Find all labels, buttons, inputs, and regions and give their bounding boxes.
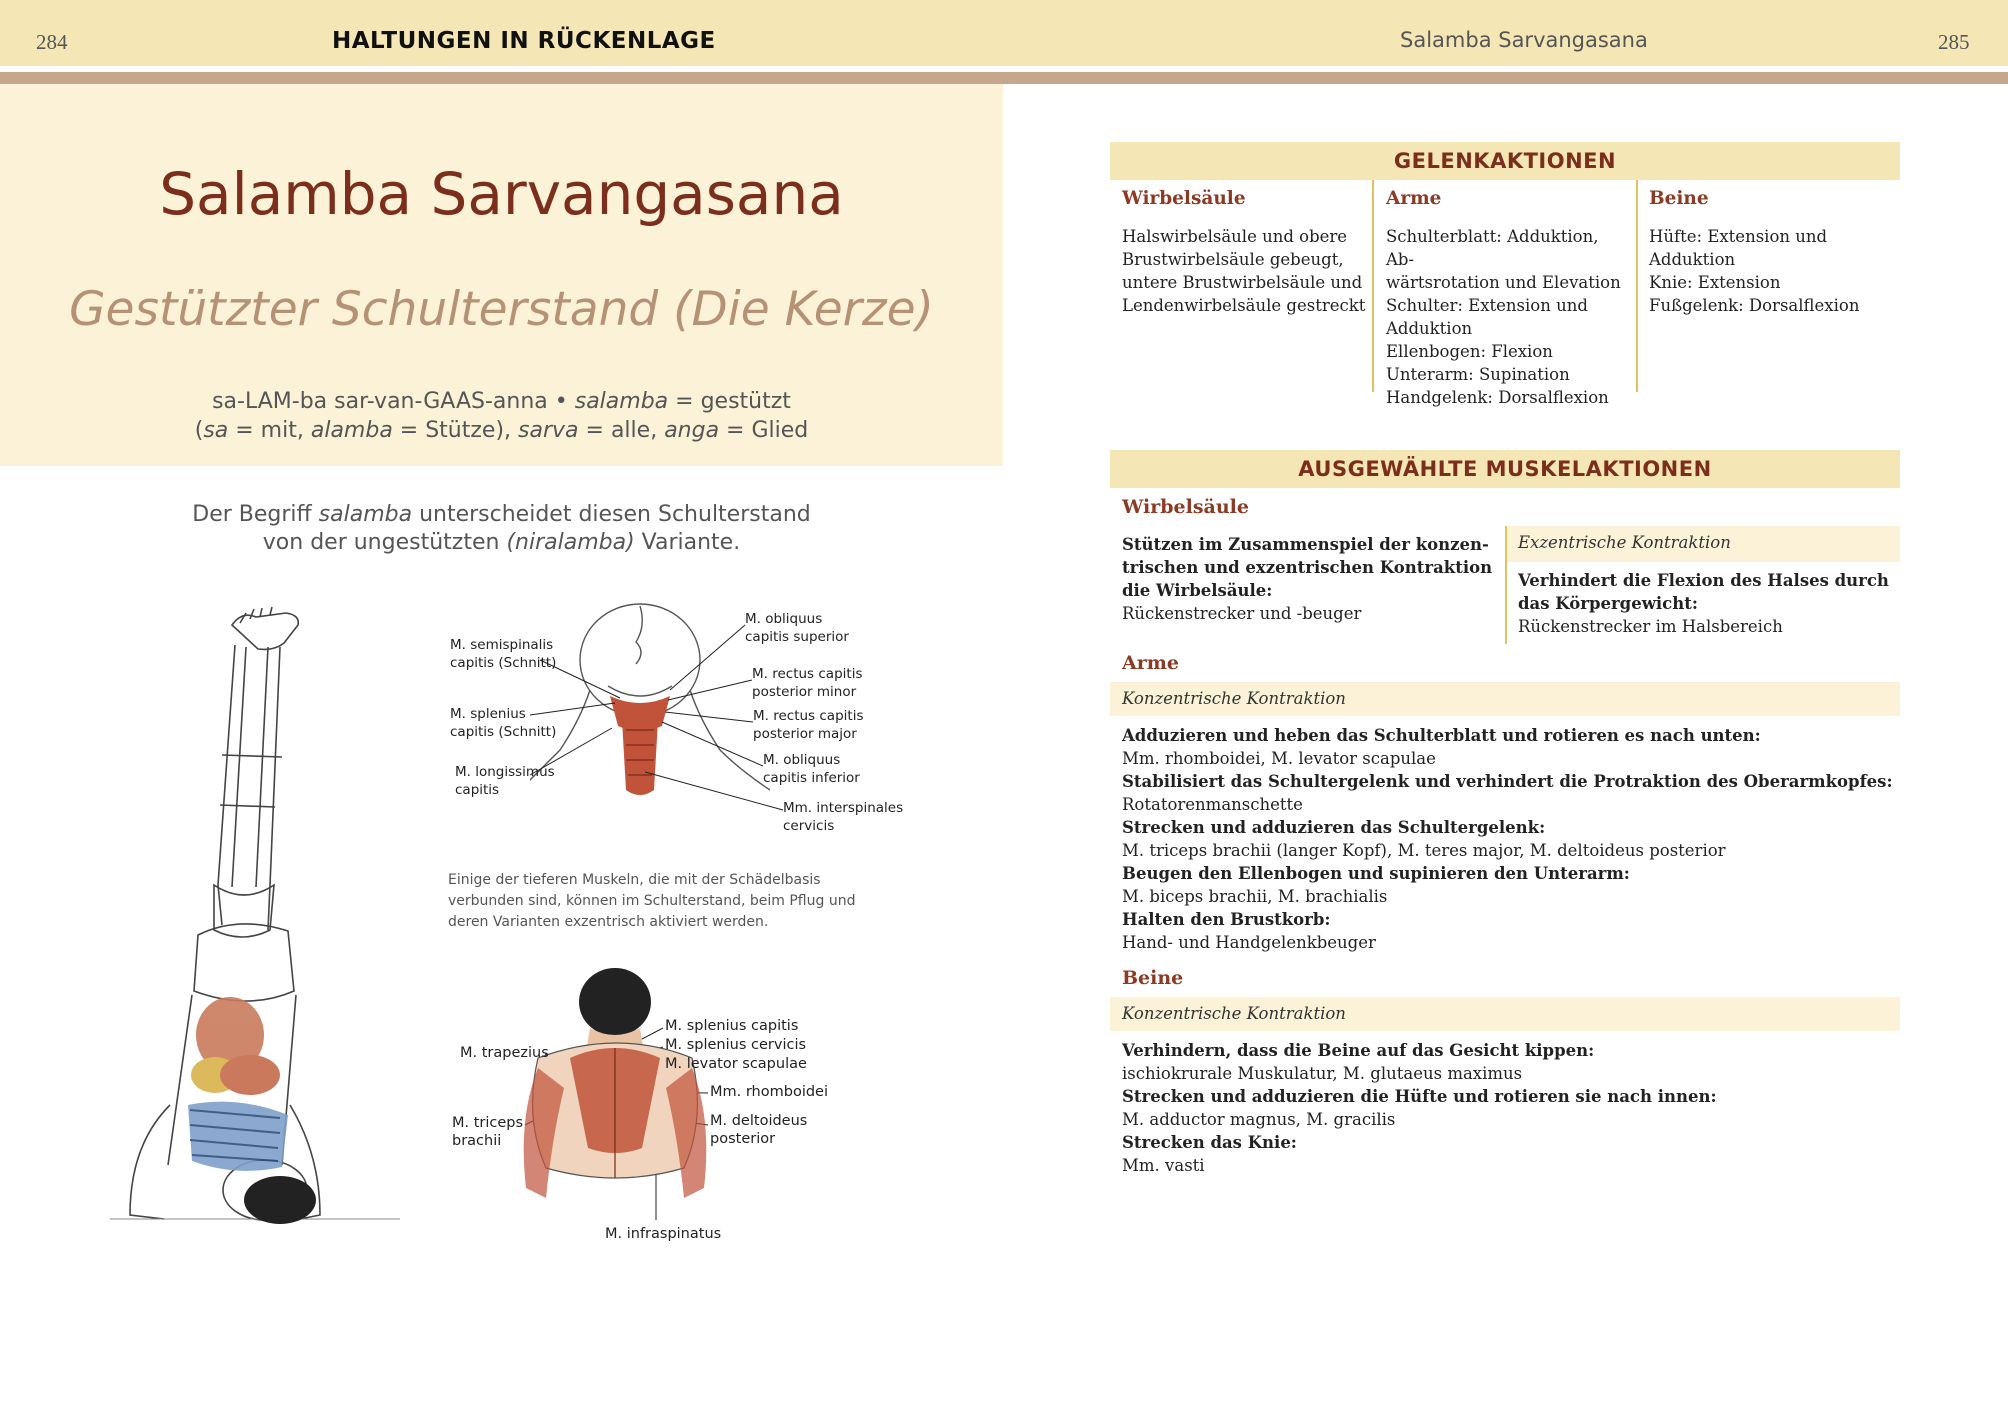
muscle-subsection-spine: Wirbelsäule — [1122, 496, 1249, 518]
intro-line-2: von der ungestützten (niralamba) Variante. — [262, 530, 741, 555]
figure-caption: Einige der tieferen Muskeln, die mit der Schädelbasis verbunden sind, können im Schulterstand, beim Pflug und deren Varianten exzentrisch aktiviert werden. — [448, 872, 856, 930]
label-splenius-cervicis: M. splenius cervicis — [665, 1037, 807, 1053]
legs-muscle-list: Verhindern, dass die Beine auf das Gesicht kippen: ischiokrurale Muskulatur, M. glutaeus maximus Strecken und adduzieren die Hüfte und rotieren sie nach innen: M. adductor magnus, M. gracilis Strecken das Knie: Mm. vasti — [1122, 1041, 1717, 1175]
label-splenius-capitis: M. splenius capitis — [665, 1018, 799, 1034]
label-obliquus-superior: M. obliquus capitis superior — [745, 611, 849, 645]
right-running-title: Salamba Sarvangasana — [1400, 28, 1648, 52]
label-rectus-minor: M. rectus capitis posterior minor — [752, 666, 863, 700]
left-page-number: 284 — [36, 30, 68, 54]
muscle-subsection-arms: Arme — [1122, 652, 1179, 674]
joint-column-title-arms: Arme — [1386, 188, 1442, 209]
joint-column-text-spine: Halswirbelsäule und obere Brustwirbelsäule gebeugt, untere Brustwirbelsäule und Lendenwirbelsäule gestreckt — [1122, 227, 1366, 315]
label-obliquus-inferior: M. obliquus capitis inferior — [763, 752, 860, 786]
intro-line-1: Der Begriff salamba unterscheidet diesen Schulterstand — [192, 502, 811, 527]
legs-concentric-label: Konzentrische Kontraktion — [1122, 1004, 1346, 1023]
label-levator-scapulae: M. levator scapulae — [665, 1056, 807, 1072]
joint-column-title-legs: Beine — [1649, 188, 1709, 209]
arms-concentric-label: Konzentrische Kontraktion — [1122, 689, 1346, 708]
spine-right-block: Verhindert die Flexion des Halses durch das Körpergewicht: Rückenstrecker im Halsbereich — [1518, 571, 1889, 636]
pronunciation-line-2: (sa = mit, alamba = Stütze), sarva = alle, anga = Glied — [194, 418, 809, 443]
muscle-subsection-legs: Beine — [1122, 967, 1184, 989]
left-running-title: HALTUNGEN IN RÜCKENLAGE — [332, 28, 716, 54]
label-semispinalis: M. semispinalis capitis (Schnitt) — [450, 637, 557, 671]
spine-left-block: Stützen im Zusammenspiel der konzen- trischen und exzentrischen Kontraktion die Wirbelsäule: Rückenstrecker und -beuger — [1122, 535, 1493, 623]
label-infraspinatus: M. infraspinatus — [605, 1226, 722, 1242]
label-splenius: M. splenius capitis (Schnitt) — [450, 706, 557, 740]
arms-muscle-list: Adduzieren und heben das Schulterblatt und rotieren es nach unten: Mm. rhomboidei, M. levator scapulae Stabilisiert das Schultergelenk und verhindert die Protraktion des Oberarmkopfes: Rotatorenmanschette Strecken und adduzieren das Schultergelenk: M. triceps brachii (langer Kopf), M. teres major, M. deltoideus posterior Beugen den Ellenbogen und supinieren den Unterarm: M. biceps brachii, M. brachialis Halten den Brustkorb: Hand- und Handgelenkbeuger — [1122, 726, 1893, 952]
label-rhomboidei: Mm. rhomboidei — [710, 1084, 829, 1100]
upper-back-muscles-illustration — [510, 968, 710, 1218]
label-longissimus: M. longissimus capitis — [455, 764, 555, 798]
label-deltoideus: M. deltoideus posterior — [710, 1113, 808, 1147]
label-trapezius: M. trapezius — [460, 1045, 549, 1061]
label-interspinales: Mm. interspinales cervicis — [783, 800, 904, 834]
column-separator — [1636, 180, 1638, 392]
muscle-actions-heading: AUSGEWÄHLTE MUSKELAKTIONEN — [1110, 450, 1900, 488]
joint-actions-heading: GELENKAKTIONEN — [1110, 142, 1900, 180]
eccentric-band-label: Exzentrische Kontraktion — [1518, 533, 1731, 552]
page-subtitle: Gestützter Schulterstand (Die Kerze) — [69, 282, 934, 337]
joint-column-text-arms: Schulterblatt: Adduktion, Ab- wärtsrotation und Elevation Schulter: Extension und Adduktion Ellenbogen: Flexion Unterarm: Supination Handgelenk: Dorsalflexion — [1386, 227, 1621, 407]
label-triceps: M. triceps brachii — [452, 1115, 524, 1149]
joint-column-title-spine: Wirbelsäule — [1122, 188, 1246, 209]
page-title: Salamba Sarvangasana — [159, 160, 844, 228]
label-rectus-major: M. rectus capitis posterior major — [753, 708, 864, 742]
right-page-number: 285 — [1938, 30, 1970, 54]
pronunciation-line-1: sa-LAM-ba sar-van-GAAS-anna • salamba = gestützt — [212, 389, 791, 414]
column-separator — [1372, 180, 1374, 392]
joint-column-text-legs: Hüfte: Extension und Adduktion Knie: Extension Fußgelenk: Dorsalflexion — [1649, 227, 1860, 315]
